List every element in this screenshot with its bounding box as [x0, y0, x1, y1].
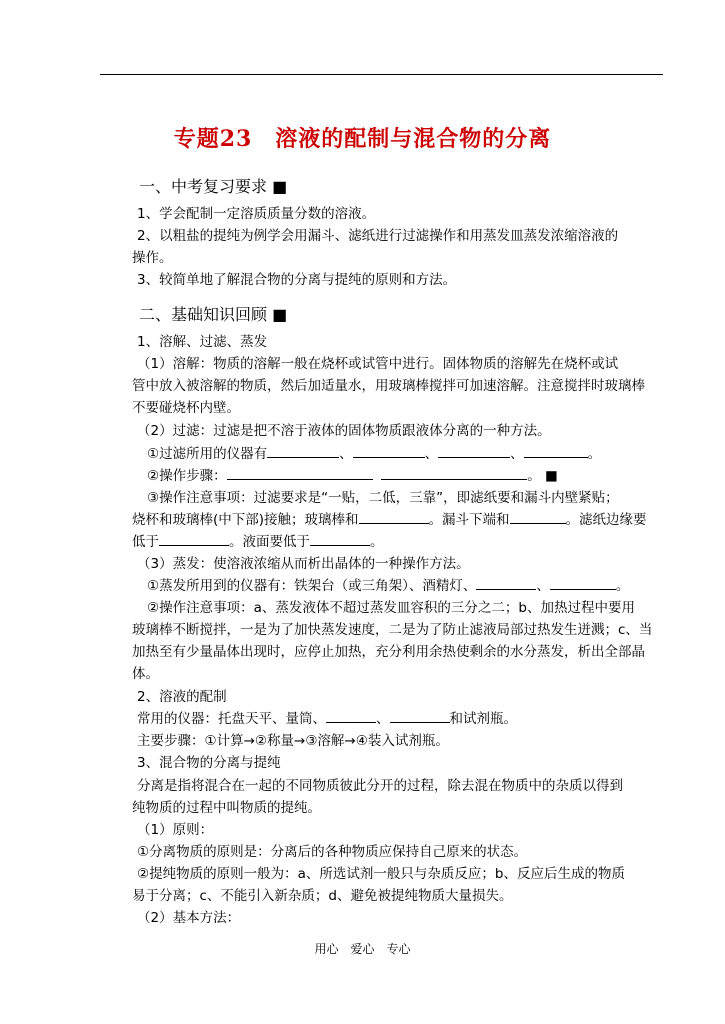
blank: [227, 465, 373, 480]
blank: [550, 575, 616, 590]
blank: [476, 575, 536, 590]
line-text: 常用的仪器：托盘天平、量筒、: [137, 711, 326, 727]
line-text: 。 ■: [527, 468, 558, 484]
text-line: 主要步骤：①计算→②称量→③溶解→④装入试剂瓶。: [137, 733, 449, 749]
text-line: （1）原则：: [137, 822, 214, 838]
text-line: 管中放入被溶解的物质，然后加适量水，用玻璃棒搅拌可加速溶解。注意搅拌时玻璃棒: [132, 378, 645, 394]
fill-blank-line: [147, 465, 680, 487]
line-text: 。漏斗下端和: [428, 512, 510, 528]
line-text: 。液面要低于: [229, 534, 310, 550]
subheading: 1、溶解、过滤、蒸发: [137, 334, 268, 350]
text-line: （2）基本方法：: [137, 910, 241, 926]
text-line: 操作。: [132, 250, 173, 266]
section-heading-1: 一、中考复习要求 ■: [139, 177, 288, 196]
fill-blank-line: ①蒸发所用到的仪器有：铁架台（或三角架）、酒精灯、 、 。: [147, 575, 680, 597]
page-title: 专题23 溶液的配制与混合物的分离: [173, 126, 552, 152]
text-line: 玻璃棒不断搅拌，一是为了加快蒸发速度，二是为了防止滤液局部过热发生迸溅；c、当: [132, 622, 653, 638]
blank: [159, 531, 229, 546]
text-line: 加热至有少量晶体出现时，应停止加热，充分利用余热使剩余的水分蒸发，析出全部晶: [132, 644, 645, 660]
header-rule: [100, 74, 663, 75]
fill-blank-line: ①过滤所用的仪器有 、 、 、 。: [147, 443, 680, 465]
text-line: 不要碰烧杯内壁。: [132, 400, 240, 416]
subheading: 3、混合物的分离与提纯: [137, 755, 281, 771]
text-line: ②提纯物质的原则一般为：a、所选试剂一般只与杂质反应；b、反应后生成的物质: [137, 866, 625, 882]
blank: [390, 708, 450, 723]
text-line: ①分离物质的原则是：分离后的各种物质应保持自己原来的状态。: [137, 844, 528, 860]
text-line: 易于分离；c、不能引入新杂质；d、避免被提纯物质大量损失。: [132, 888, 513, 904]
fill-blank-line: 常用的仪器：托盘天平、量筒、 、 和试剂瓶。: [137, 708, 670, 730]
text-line: ③操作注意事项：过滤要求是“一贴，二低，三靠”，即滤纸要和漏斗内壁紧贴；: [147, 490, 619, 506]
blank: [310, 531, 370, 546]
line-text: ①过滤所用的仪器有: [147, 446, 268, 462]
line-text: 和试剂瓶。: [449, 711, 517, 727]
blank: [438, 443, 510, 458]
text-line: 纯物质的过程中叫物质的提纯。: [132, 800, 321, 816]
text-line: （2）过滤：过滤是把不溶于液体的固体物质跟液体分离的一种方法。: [137, 423, 551, 439]
blank: [326, 708, 376, 723]
fill-blank-line: [132, 509, 665, 531]
line-text: 。滤纸边缘要: [565, 512, 647, 528]
blank: [359, 509, 429, 524]
section-heading-2: 二、基础知识回顾 ■: [139, 305, 288, 324]
blank: [267, 443, 339, 458]
line-text: 低于: [132, 534, 159, 550]
line-text: ①蒸发所用到的仪器有：铁架台（或三角架）、酒精灯、: [147, 578, 477, 594]
text-line: 2、以粗盐的提纯为例学会用漏斗、滤纸进行过滤操作和用蒸发皿蒸发浓缩溶液的: [137, 228, 619, 244]
blank: [510, 509, 566, 524]
blank: [353, 443, 425, 458]
text-line: 1、学会配制一定溶质质量分数的溶液。: [137, 206, 376, 222]
line-text: ②操作步骤：: [147, 468, 227, 484]
text-line: （1）溶解：物质的溶解一般在烧杯或试管中进行。固体物质的溶解先在烧杯或试: [137, 356, 619, 372]
blank: [524, 443, 588, 458]
subheading: 2、溶液的配制: [137, 689, 227, 705]
page-footer: 用心 爱心 专心: [314, 942, 411, 956]
line-text: 烧杯和玻璃棒(中下部)接触；玻璃棒和: [132, 512, 359, 528]
text-line: 分离是指将混合在一起的不同物质彼此分开的过程，除去混在物质中的杂质以得到: [137, 778, 623, 794]
text-line: 3、较简单地了解混合物的分离与提纯的原则和方法。: [137, 272, 457, 288]
blank: [381, 465, 527, 480]
fill-blank-line: 低于 。液面要低于 。: [132, 531, 665, 553]
text-line: ②操作注意事项：a、蒸发液体不超过蒸发皿容积的三分之二；b、加热过程中要用: [147, 600, 635, 616]
text-line: （3）蒸发：使溶液浓缩从而析出晶体的一种操作方法。: [137, 556, 470, 572]
text-line: 体。: [132, 666, 159, 682]
